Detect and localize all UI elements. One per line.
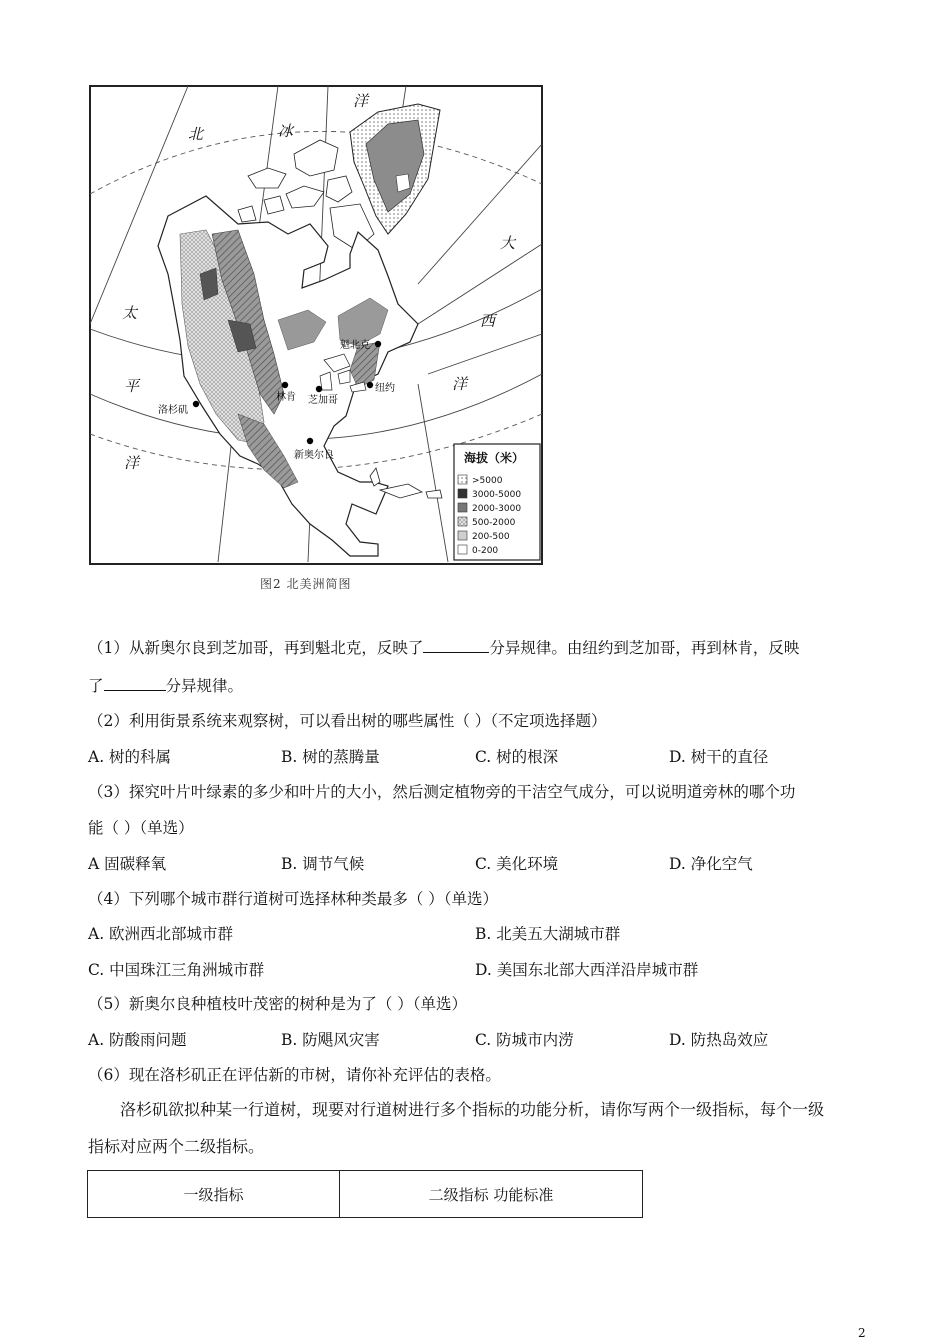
q6-intro-line2: 指标对应两个二级指标。 — [88, 1137, 265, 1156]
ocean-label: 冰 — [278, 122, 294, 140]
q1-text: 了 — [88, 677, 104, 695]
legend-title: 海拔（米） — [464, 451, 525, 465]
q4-option-c[interactable]: C. 中国珠江三角洲城市群 — [88, 961, 265, 979]
legend-item: 3000-5000 — [472, 490, 522, 500]
elevation-legend — [454, 444, 540, 560]
assessment-table — [87, 1170, 643, 1218]
city-dot — [282, 382, 288, 388]
ocean-label: 北 — [188, 125, 204, 143]
city-dot — [375, 341, 381, 347]
q2-option-c[interactable]: C. 树的根深 — [475, 748, 559, 766]
city-label-los-angeles: 洛杉矶 — [158, 405, 188, 416]
legend-item: 500-2000 — [472, 518, 516, 528]
q1-line2 — [88, 676, 243, 696]
city-dot — [307, 438, 313, 444]
q4-stem: （4）下列哪个城市群行道树可选择林种类最多（ ）（单选） — [88, 890, 499, 908]
ocean-label: 西 — [480, 312, 496, 330]
city-dot — [316, 386, 322, 392]
q1-text: 分异规律。 — [165, 677, 244, 695]
city-label-chicago: 芝加哥 — [308, 395, 338, 406]
q3-stem-line1: （3）探究叶片叶绿素的多少和叶片的大小，然后测定植物旁的干洁空气成分，可以说明道旁林的哪个功 — [88, 783, 796, 801]
city-label-new-york: 纽约 — [375, 383, 395, 394]
q5-option-d[interactable]: D. 防热岛效应 — [669, 1031, 769, 1049]
q4-option-b[interactable]: B. 北美五大湖城市群 — [475, 925, 621, 943]
ocean-label: 平 — [124, 377, 140, 395]
city-dot — [193, 401, 199, 407]
q5-stem: （5）新奥尔良种植枝叶茂密的树种是为了（ ）（单选） — [88, 995, 468, 1013]
q3-option-d[interactable]: D. 净化空气 — [669, 855, 753, 873]
table-header-primary: 一级指标 — [88, 1171, 340, 1218]
q1-line1 — [88, 638, 799, 658]
q2-option-b[interactable]: B. 树的蒸腾量 — [281, 748, 380, 766]
answer-blank[interactable] — [423, 638, 489, 653]
ocean-label: 洋 — [353, 92, 369, 110]
city-label-lincoln: 林肯 — [276, 392, 296, 403]
q5-option-c[interactable]: C. 防城市内涝 — [475, 1031, 574, 1049]
figure-caption: 图2 北美洲简图 — [260, 577, 352, 591]
q6-stem: （6）现在洛杉矶正在评估新的市树，请你补充评估的表格。 — [88, 1066, 501, 1084]
q3-option-c[interactable]: C. 美化环境 — [475, 855, 559, 873]
table-header-row — [88, 1171, 643, 1218]
q5-option-a[interactable]: A. 防酸雨问题 — [88, 1031, 187, 1049]
q4-option-d[interactable]: D. 美国东北部大西洋沿岸城市群 — [475, 961, 699, 979]
ocean-label: 大 — [500, 234, 516, 252]
legend-item: 200-500 — [472, 532, 510, 542]
q2-option-d[interactable]: D. 树干的直径 — [669, 748, 769, 766]
north-america-map — [88, 84, 544, 566]
q2-option-a[interactable]: A. 树的科属 — [88, 748, 172, 766]
q3-option-a[interactable]: A 固碳释氧 — [88, 855, 167, 873]
q2-stem: （2）利用街景系统来观察树，可以看出树的哪些属性（ ）（不定项选择题） — [88, 712, 607, 730]
legend-item: >5000 — [472, 476, 503, 486]
ocean-label: 洋 — [124, 454, 140, 472]
page-number: 2 — [858, 1326, 866, 1340]
city-dot — [367, 382, 373, 388]
legend-item: 0-200 — [472, 546, 499, 556]
q1-text: （1）从新奥尔良到芝加哥，再到魁北克，反映了 — [88, 639, 424, 657]
answer-blank[interactable] — [104, 676, 166, 691]
ocean-label: 洋 — [452, 375, 468, 393]
q6-intro-line1: 洛杉矶欲拟种某一行道树，现要对行道树进行多个指标的功能分析，请你写两个一级指标，每个一级 — [120, 1100, 825, 1119]
q5-option-b[interactable]: B. 防飓风灾害 — [281, 1031, 380, 1049]
legend-item: 2000-3000 — [472, 504, 522, 514]
q3-option-b[interactable]: B. 调节气候 — [281, 855, 365, 873]
table-header-secondary: 二级指标 功能标准 — [340, 1171, 643, 1218]
city-label-new-orleans: 新奥尔良 — [294, 450, 334, 461]
q3-stem-line2: 能（ ）（单选） — [88, 819, 194, 837]
q1-text: 分异规律。由纽约到芝加哥，再到林肯，反映 — [489, 639, 800, 657]
city-label-quebec: 魁北克 — [340, 340, 370, 351]
q4-option-a[interactable]: A. 欧洲西北部城市群 — [88, 925, 234, 943]
ocean-label: 太 — [122, 304, 138, 322]
